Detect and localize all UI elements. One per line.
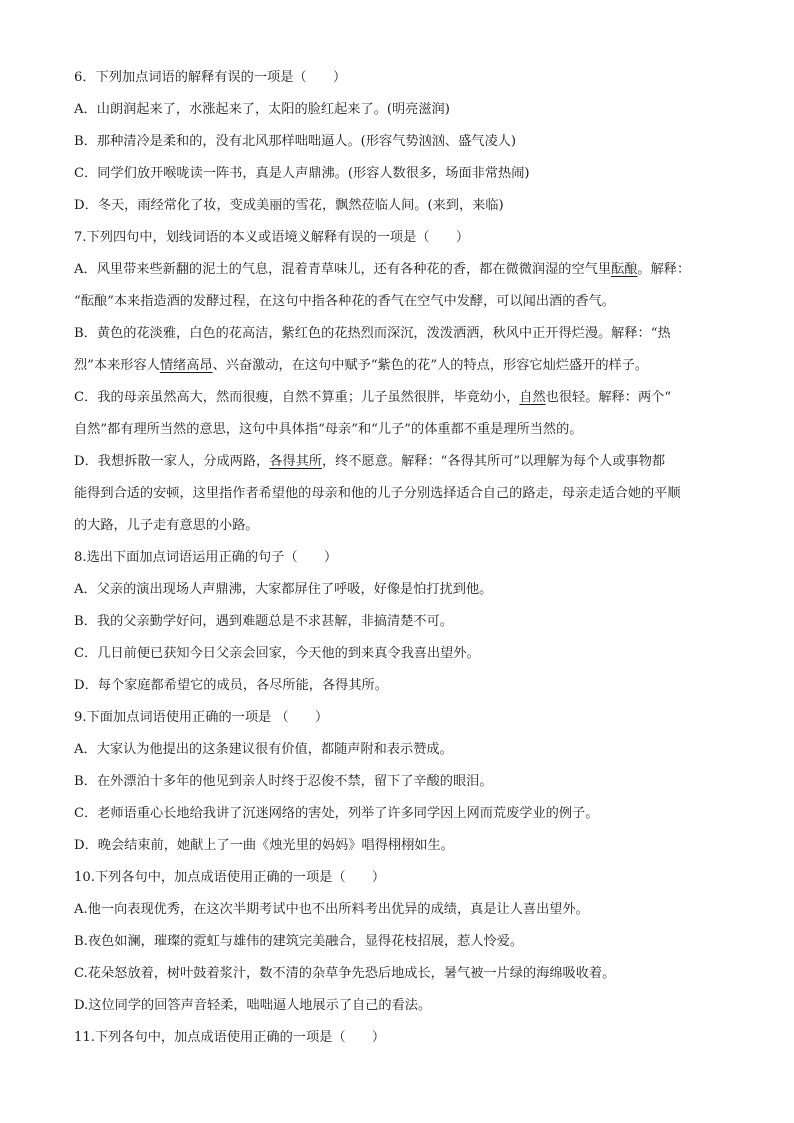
question-7-option-d-line2: 能得到合适的安顿，这里指作者希望他的母亲和他的儿子分别选择适合自己的路走，母亲走适合她的平顺 <box>74 486 681 501</box>
question-list <box>74 62 744 1054</box>
question-8-option-a: A．父亲的演出现场人声鼎沸，大家都屏住了呼吸，好像是怕打扰到他。 <box>74 582 493 597</box>
question-6-option-a: A．山朗润起来了，水涨起来了，太阳的脸红起来了。(明亮滋润) <box>74 102 450 117</box>
question-9-option-c: C．老师语重心长地给我讲了沉迷网络的害处，列举了许多同学因上网而荒废学业的例子。 <box>74 806 599 821</box>
underlined-term: 自然 <box>519 390 546 405</box>
question-7-option-d-line1: D．我想拆散一家人，分成两路，各得其所，终不愿意。解释：“各得其所可”以理解为每个人或事物都 <box>74 454 666 469</box>
question-9-option-a: A．大家认为他提出的这条建议很有价值，都随声附和表示赞成。 <box>74 742 453 757</box>
question-10-stem: 10.下列各句中，加点成语使用正确的一项是（ ） <box>74 870 386 885</box>
question-8-stem: 8.选出下面加点词语运用正确的句子（ ） <box>74 550 338 565</box>
question-8-option-d: D．每个家庭都希望它的成员，各尽所能，各得其所。 <box>74 678 388 693</box>
question-7-option-b-line2: 烈”本来形容人情绪高昂、兴奋激动，在这句中赋予“紫色的花”人的特点，形容它灿烂盛开的样子。 <box>74 358 649 373</box>
question-9-option-b: B．在外漂泊十多年的他见到亲人时终于忍俊不禁，留下了辛酸的眼泪。 <box>74 774 493 789</box>
question-10-option-c: C.花朵怒放着，树叶鼓着浆汁，数不清的杂草争先恐后地成长，暑气被一片绿的海绵吸收着。 <box>74 966 616 981</box>
question-9-stem: 9.下面加点词语使用正确的一项是 （ ） <box>74 710 329 725</box>
question-7-option-b-line1: B．黄色的花淡雅，白色的花高洁，紫红色的花热烈而深沉，泼泼洒洒，秋风中正开得烂漫。解释：“热 <box>74 326 671 341</box>
underlined-term: 酝酿 <box>611 262 638 277</box>
underlined-term: 各得其所 <box>269 454 322 469</box>
question-10-option-b: B.夜色如澜，璀璨的霓虹与雄伟的建筑完美融合，显得花枝招展，惹人怜爱。 <box>74 934 524 949</box>
underlined-term: 情绪高昂 <box>159 358 213 373</box>
question-6-stem: 6．下列加点词语的解释有误的一项是（ ） <box>74 70 347 85</box>
question-9-option-d: D．晚会结束前，她献上了一曲《烛光里的妈妈》唱得栩栩如生。 <box>74 838 454 853</box>
question-6-option-d: D．冬天，雨经常化了妆，变成美丽的雪花，飘然莅临人间。(来到，来临) <box>74 198 504 213</box>
question-7-option-a-line2: “酝酿”本来指造酒的发酵过程，在这句中指各种花的香气在空气中发酵，可以闻出酒的香气。 <box>74 294 615 309</box>
question-11-stem: 11.下列各句中，加点成语使用正确的一项是（ ） <box>74 1030 386 1045</box>
question-7-stem: 7.下列四句中，划线词语的本义或语境义解释有误的一项是（ ） <box>74 230 470 245</box>
question-10-option-d: D.这位同学的回答声音轻柔，咄咄逼人地展示了自己的看法。 <box>74 998 432 1013</box>
question-8-option-b: B．我的父亲勤学好问，遇到难题总是不求甚解，非搞清楚不可。 <box>74 614 453 629</box>
question-6-option-b: B．那种清冷是柔和的，没有北风那样咄咄逼人。(形容气势汹汹、盛气凌人) <box>74 134 516 149</box>
question-7-option-a-line1: A．风里带来些新翻的泥土的气息，混着青草味儿，还有各种花的香，都在微微润湿的空气里酝酿。解释： <box>74 262 691 277</box>
question-10-option-a: A.他一向表现优秀，在这次半期考试中也不出所料考出优异的成绩，真是让人喜出望外。 <box>74 902 589 917</box>
question-6-option-c: C．同学们放开喉咙读一阵书，真是人声鼎沸。(形容人数很多，场面非常热闹) <box>74 166 530 181</box>
question-7-option-c-line2: 自然”都有理所当然的意思，这句中具体指“母亲”和“儿子”的体重都不重是理所当然的。 <box>74 422 583 437</box>
question-7-option-d-line3: 的大路，儿子走有意思的小路。 <box>74 518 259 533</box>
question-7-option-c-line1: C．我的母亲虽然高大，然而很瘦，自然不算重；儿子虽然很胖，毕竟幼小，自然也很轻。解释：两个“ <box>74 390 672 405</box>
question-8-option-c: C．几日前便已获知今日父亲会回家，今天他的到来真令我喜出望外。 <box>74 646 480 661</box>
